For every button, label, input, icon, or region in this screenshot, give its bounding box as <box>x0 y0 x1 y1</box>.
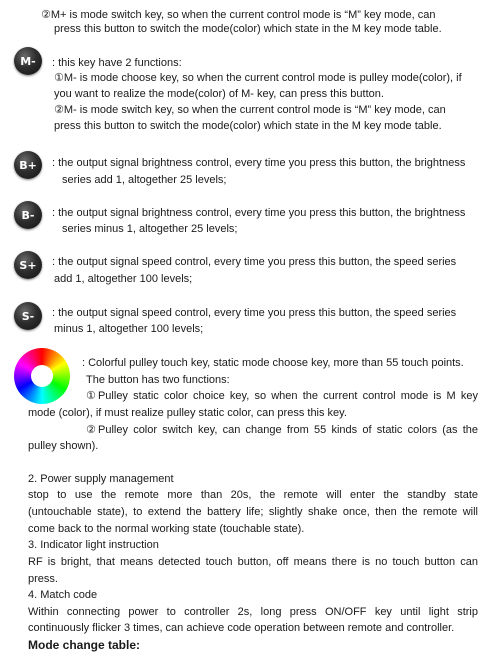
color-wheel-icon <box>14 348 70 404</box>
section-heading: 3. Indicator light instruction <box>28 539 159 551</box>
text-line: stop to use the remote more than 20s, the remote will enter the standby state <box>28 489 478 501</box>
text-line: (untouchable state), to extend the battery life; slightly shake once, then the remote will <box>28 506 478 518</box>
text-line: series minus 1, altogether 25 levels; <box>62 223 238 235</box>
text-line: series add 1, altogether 25 levels; <box>62 174 227 186</box>
text-line: mode (color), if must realize pulley static color, can press this key. <box>28 407 347 419</box>
section-heading: 2. Power supply management <box>28 473 174 485</box>
text-line: ②M+ is mode switch key, so when the current control mode is “M” key mode, can <box>41 9 436 21</box>
text-line: ①M- is mode choose key, so when the current control mode is pulley mode(color), if <box>54 72 462 84</box>
text-line: press this button to switch the mode(color) which state in the M key mode table. <box>54 120 442 132</box>
text-line: you want to realize the mode(color) of M- key, can press this button. <box>54 88 384 100</box>
text-line: pulley shown). <box>28 440 99 452</box>
text-line: : the output signal speed control, every time you press this button, the speed series <box>52 256 457 268</box>
text-line: The button has two functions: <box>86 374 230 386</box>
text-line: Within connecting power to controller 2s, long press ON/OFF key until light strip <box>28 606 478 618</box>
text-line: minus 1, altogether 100 levels; <box>54 323 204 335</box>
table-heading: Mode change table: <box>28 638 141 652</box>
b-minus-button-icon: B- <box>14 201 42 229</box>
text-line: : the output signal speed control, every time you press this button, the speed series <box>52 307 457 319</box>
text-line: : this key have 2 functions: <box>52 57 182 69</box>
text-line: ②M- is mode switch key, so when the current control mode is “M” key mode, can <box>54 104 446 116</box>
text-line: come back to the normal working state (touchable state). <box>28 523 305 535</box>
text-line: RF is bright, that means detected touch button, off means there is no touch button can <box>28 556 478 568</box>
text-line: continuously flicker 3 times, can achieve code operation between remote and controller. <box>28 622 455 634</box>
text-line: add 1, altogether 100 levels; <box>54 273 193 285</box>
text-line: press. <box>28 573 58 585</box>
text-line: press this button to switch the mode(color) which state in the M key mode table. <box>54 23 442 35</box>
text-line: ②Pulley color switch key, can change from 55 kinds of static colors (as the <box>86 424 478 436</box>
text-line: : the output signal brightness control, every time you press this button, the brightness <box>52 157 466 169</box>
text-line: : the output signal brightness control, every time you press this button, the brightness <box>52 207 466 219</box>
m-minus-button-icon: M- <box>14 47 42 75</box>
text-line: ①Pulley static color choice key, so when the current control mode is M key <box>86 390 478 402</box>
text-line: : Colorful pulley touch key, static mode choose key, more than 55 touch points. <box>82 357 464 369</box>
section-heading: 4. Match code <box>28 589 98 601</box>
b-plus-button-icon: B+ <box>14 151 42 179</box>
s-minus-button-icon: S- <box>14 302 42 330</box>
s-plus-button-icon: S+ <box>14 251 42 279</box>
